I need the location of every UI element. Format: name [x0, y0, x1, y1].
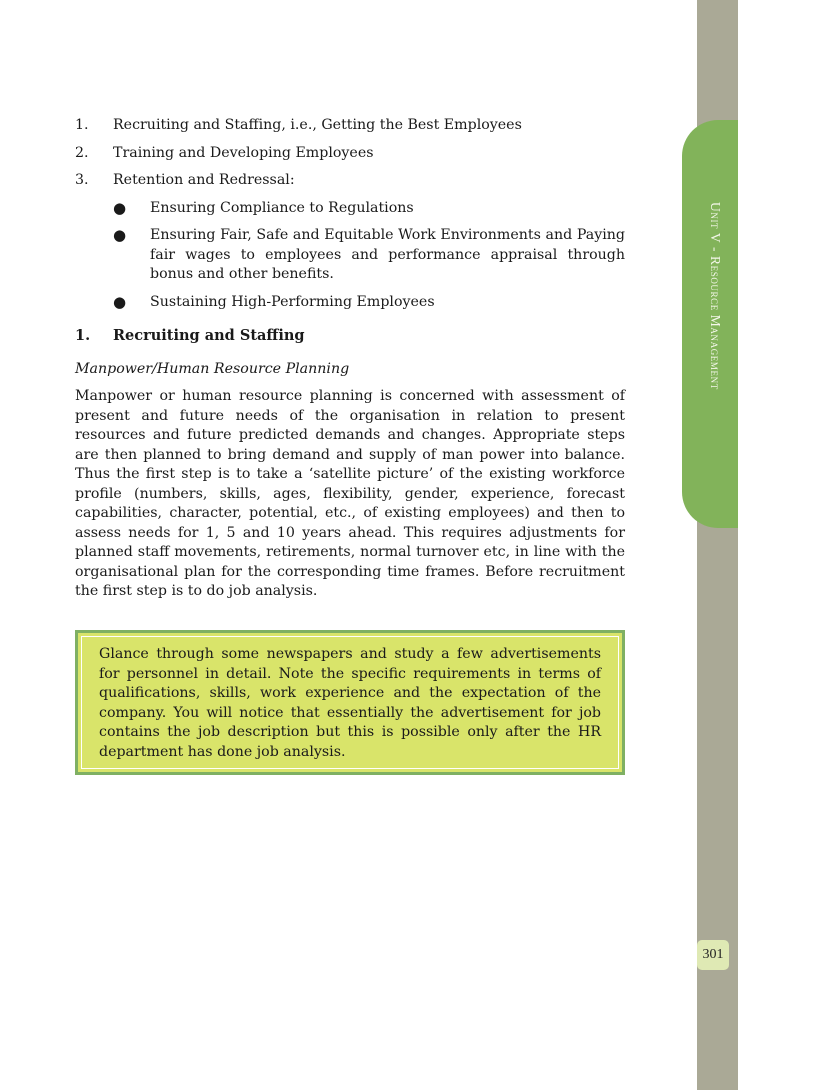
bullet-text: Sustaining High-Performing Employees — [150, 293, 435, 310]
bullet-icon: ● — [113, 198, 127, 217]
main-content — [75, 116, 625, 602]
bullet-item — [113, 226, 625, 285]
bullet-icon: ● — [113, 292, 127, 311]
bullet-item — [113, 199, 625, 219]
bullet-text: Ensuring Compliance to Regulations — [150, 199, 414, 216]
list-item — [75, 144, 625, 164]
list-text: Retention and Redressal: — [113, 172, 295, 188]
bullet-text: Ensuring Fair, Safe and Equitable Work Environments and Paying fair wages to employees and performance appraisal through bonus and other benefits. — [150, 227, 625, 282]
list-number: 3. — [75, 172, 89, 188]
unit-label: Unit V - Resource Management — [708, 202, 723, 390]
list-number: 2. — [75, 144, 89, 161]
section-number: 1. — [75, 327, 91, 344]
activity-text: Glance through some newspapers and study a few advertisements for personnel in detail. Note the specific requirements in terms of qualifications, skills, work experience and the expectation of the company. You will notice that essentially the advertisement for job contains the job description but this is possible only after the HR department has done job analysis. — [81, 636, 619, 769]
list-item — [75, 171, 625, 191]
list-item — [75, 116, 625, 136]
subheading: Manpower/Human Resource Planning — [75, 360, 350, 377]
body-paragraph: Manpower or human resource planning is concerned with assessment of present and future needs of the organisation in relation to present resources and future predicted demands and changes. Appropriate steps are then planned to bring demand and supply of man power into balance. Thus the first step is to take a ‘satellite picture’ of the existing workforce profile (numbers, skills, ages, flexibility, gender, experience, forecast capabilities, character, potential, etc., of existing employees) and then to assess needs for 1, 5 and 10 years ahead. This requires adjustments for planned staff movements, retirements, normal turnover etc, in line with the organisational plan for the corresponding time frames. Before recruitment the first step is to do job analysis. — [75, 388, 625, 599]
activity-box — [75, 630, 625, 775]
list-text: Recruiting and Staffing, i.e., Getting the Best Employees — [113, 117, 522, 133]
bullet-icon: ● — [113, 226, 127, 244]
section-title: Recruiting and Staffing — [113, 327, 305, 344]
page-number: 301 — [697, 940, 729, 970]
list-number: 1. — [75, 117, 89, 133]
bullet-list — [113, 199, 625, 313]
list-text: Training and Developing Employees — [113, 144, 374, 161]
bullet-item — [113, 293, 625, 313]
section-heading — [75, 326, 625, 346]
